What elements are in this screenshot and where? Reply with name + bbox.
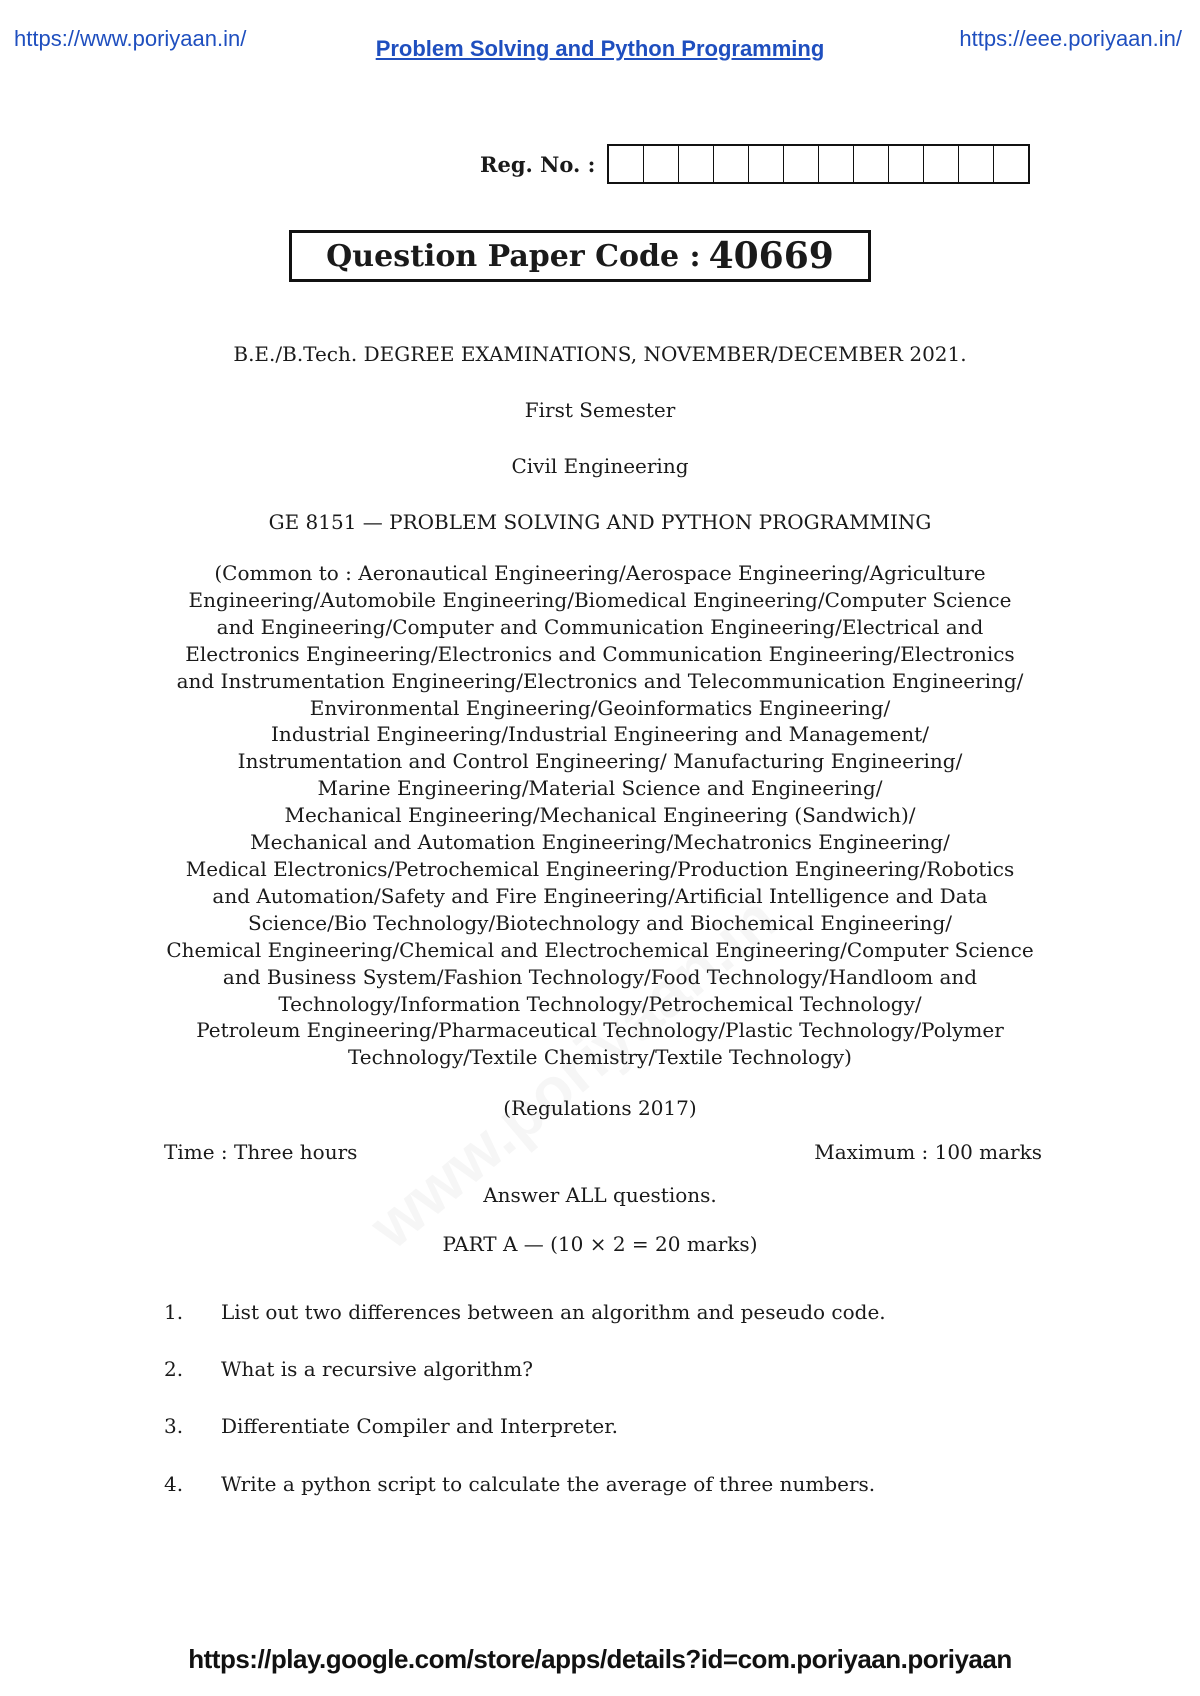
common-to-line: Technology/Textile Chemistry/Textile Technology) bbox=[347, 1045, 852, 1070]
reg-no-box bbox=[819, 146, 854, 182]
reg-no-box bbox=[959, 146, 994, 182]
common-to-line: Science/Bio Technology/Biotechnology and Biochemical Engineering/ bbox=[248, 910, 952, 935]
common-to-line: Engineering/Automobile Engineering/Biomedical Engineering/Computer Science bbox=[188, 587, 1012, 612]
question-item bbox=[164, 1472, 875, 1496]
common-to-line: Petroleum Engineering/Pharmaceutical Technology/Plastic Technology/Polymer bbox=[196, 1018, 1004, 1043]
maximum-marks: Maximum : 100 marks bbox=[814, 1140, 1042, 1164]
question-text: List out two differences between an algorithm and peseudo code. bbox=[221, 1300, 886, 1324]
question-text: Write a python script to calculate the average of three numbers. bbox=[221, 1472, 876, 1496]
question-item bbox=[164, 1357, 533, 1381]
question-item bbox=[164, 1414, 618, 1438]
question-paper-code-label: Question Paper Code : bbox=[326, 238, 701, 274]
branch: Civil Engineering bbox=[511, 454, 689, 478]
common-to-line: Marine Engineering/Material Science and Engineering/ bbox=[317, 776, 883, 801]
time-marks-row bbox=[164, 1140, 1042, 1164]
question-paper-code-box bbox=[289, 230, 871, 282]
reg-no-box bbox=[854, 146, 889, 182]
reg-no-box bbox=[679, 146, 714, 182]
reg-no-row bbox=[480, 144, 1030, 184]
header-title-link[interactable]: Problem Solving and Python Programming bbox=[375, 36, 825, 61]
reg-no-label: Reg. No. : bbox=[480, 151, 596, 177]
reg-no-box bbox=[924, 146, 959, 182]
regulations: (Regulations 2017) bbox=[503, 1096, 697, 1120]
common-to-line: Mechanical Engineering/Mechanical Engineering (Sandwich)/ bbox=[284, 803, 916, 828]
common-to-line: (Common to : Aeronautical Engineering/Aerospace Engineering/Agriculture bbox=[214, 561, 986, 585]
common-to-line: and Business System/Fashion Technology/Food Technology/Handloom and bbox=[222, 964, 978, 989]
reg-no-box bbox=[644, 146, 679, 182]
common-to-line: Medical Electronics/Petrochemical Engineering/Production Engineering/Robotics bbox=[185, 856, 1015, 881]
common-to-line: and Engineering/Computer and Communication Engineering/Electrical and bbox=[216, 614, 984, 639]
common-to-line: Mechanical and Automation Engineering/Mechatronics Engineering/ bbox=[250, 830, 950, 855]
common-to-list bbox=[120, 560, 1080, 1071]
reg-no-box bbox=[609, 146, 644, 182]
common-to-line: and Automation/Safety and Fire Engineering/Artificial Intelligence and Data bbox=[212, 883, 988, 908]
question-text: Differentiate Compiler and Interpreter. bbox=[221, 1414, 618, 1438]
question-item bbox=[164, 1300, 886, 1324]
common-to-line: and Instrumentation Engineering/Electronics and Telecommunication Engineering/ bbox=[176, 668, 1024, 693]
common-to-line: Electronics Engineering/Electronics and Communication Engineering/Electronics bbox=[185, 641, 1015, 666]
reg-no-box bbox=[749, 146, 784, 182]
question-number: 2. bbox=[164, 1357, 184, 1381]
footer-app-link[interactable]: https://play.google.com/store/apps/details?id=com.poriyaan.poriyaan bbox=[188, 1644, 1012, 1674]
reg-no-box bbox=[994, 146, 1028, 182]
reg-no-box bbox=[784, 146, 819, 182]
reg-no-boxes bbox=[607, 144, 1030, 184]
question-number: 4. bbox=[164, 1472, 184, 1496]
reg-no-box bbox=[714, 146, 749, 182]
common-to-line: Chemical Engineering/Chemical and Electrochemical Engineering/Computer Science bbox=[166, 937, 1034, 962]
question-paper-code: 40669 bbox=[708, 235, 834, 277]
part-a-heading: PART A — (10 × 2 = 20 marks) bbox=[442, 1232, 758, 1256]
course-title: GE 8151 — PROBLEM SOLVING AND PYTHON PROGRAMMING bbox=[268, 510, 932, 534]
common-to-line: Instrumentation and Control Engineering/ Manufacturing Engineering/ bbox=[237, 749, 963, 774]
question-number: 1. bbox=[164, 1300, 184, 1324]
common-to-line: Industrial Engineering/Industrial Engineering and Management/ bbox=[271, 722, 929, 747]
time-allowed: Time : Three hours bbox=[164, 1140, 358, 1164]
question-number: 3. bbox=[164, 1414, 184, 1438]
header-right-link[interactable]: https://eee.poriyaan.in/ bbox=[959, 26, 1182, 51]
reg-no-box bbox=[889, 146, 924, 182]
question-text: What is a recursive algorithm? bbox=[221, 1357, 533, 1381]
degree-line: B.E./B.Tech. DEGREE EXAMINATIONS, NOVEMBER/DECEMBER 2021. bbox=[233, 342, 967, 366]
semester: First Semester bbox=[524, 398, 676, 422]
header-left-link[interactable]: https://www.poriyaan.in/ bbox=[14, 26, 247, 51]
instruction: Answer ALL questions. bbox=[483, 1183, 717, 1207]
common-to-line: Environmental Engineering/Geoinformatics Engineering/ bbox=[309, 695, 891, 720]
common-to-line: Technology/Information Technology/Petrochemical Technology/ bbox=[278, 991, 922, 1016]
